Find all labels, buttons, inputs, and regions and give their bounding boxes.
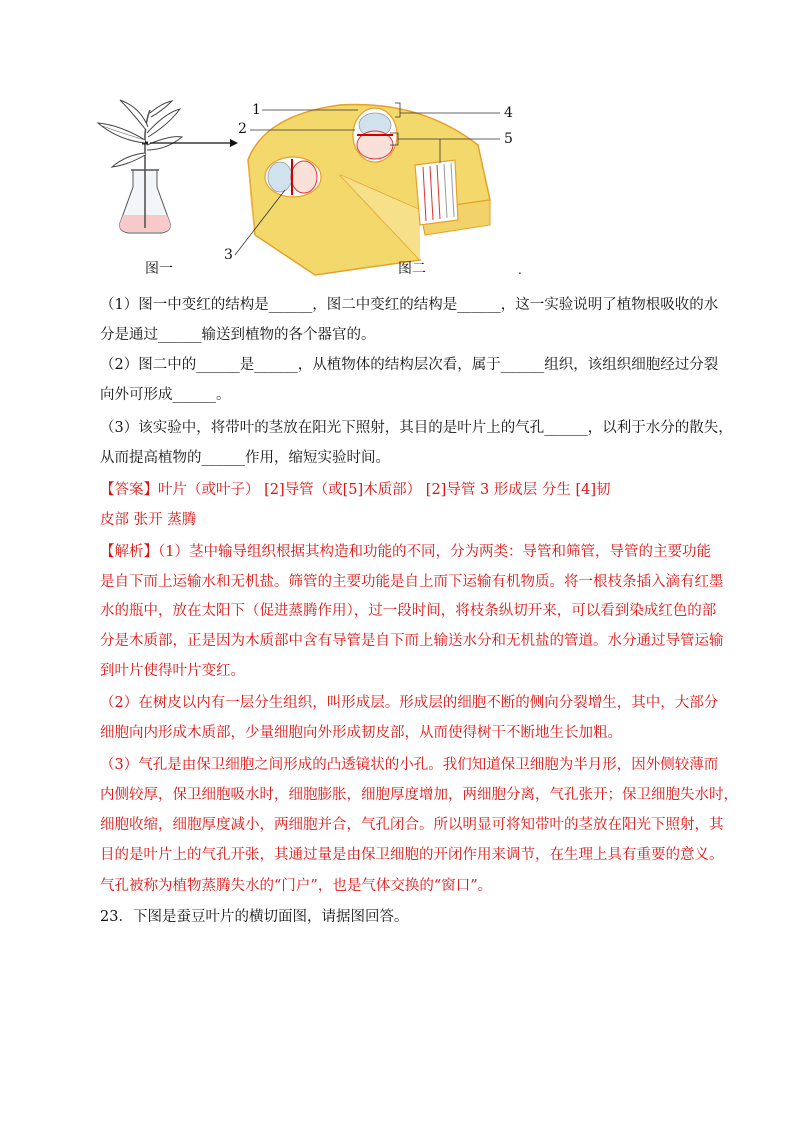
question-line: （1）图一中变红的结构是______，图二中变红的结构是______，这一实验说明了植物根吸收的水: [100, 297, 719, 313]
analysis-line: 内侧较厚，保卫细胞吸水时，细胞膨胀，细胞厚度增加，两细胞分离，气孔张开；保卫细胞失水时，: [100, 787, 738, 803]
callout-5: 5: [504, 131, 513, 147]
analysis-line: 气孔被称为植物蒸腾失水的“门户”，也是气体交换的“窗口”。: [100, 878, 493, 894]
stem-cross-section-illustration: [235, 103, 500, 275]
plant-stem-diagram: [90, 95, 540, 280]
callout-2: 2: [238, 121, 247, 137]
analysis-line: 是自下而上运输水和无机盐。筛管的主要功能是自上而下运输有机物质。将一根枝条插入滴有红墨: [100, 574, 724, 590]
analysis-line: 【解析】（1）茎中输导组织根据其构造和功能的不同，分为两类：导管和筛管，导管的主要功能: [100, 544, 711, 560]
stray-mark: .: [518, 263, 522, 277]
analysis-line: （2）在树皮以内有一层分生组织，叫形成层。形成层的细胞不断的侧向分裂增生，其中，大部分: [100, 695, 719, 711]
figure-2-label: 图二: [398, 261, 426, 277]
plant-in-flask-illustration: [98, 100, 238, 233]
callout-1: 1: [252, 102, 261, 118]
figure-region: [90, 95, 540, 280]
analysis-line: 水的瓶中，放在太阳下（促进蒸腾作用），过一段时间，将枝条纵切开来，可以看到染成红色的部: [100, 603, 717, 619]
next-question-line: 23．下图是蚕豆叶片的横切面图，请据图回答。: [100, 909, 409, 925]
question-line: 分是通过______输送到植物的各个器官的。: [100, 327, 376, 343]
analysis-line: 分是木质部，正是因为木质部中含有导管是自下而上输送水分和无机盐的管道。水分通过导管运输: [100, 633, 724, 649]
callout-4: 4: [504, 105, 513, 121]
question-line: 向外可形成______。: [100, 387, 231, 403]
analysis-line: （3）气孔是由保卫细胞之间形成的凸透镜状的小孔。我们知道保卫细胞为半月形，因外侧较薄而: [100, 757, 719, 773]
analysis-line: 细胞向内形成木质部，少量细胞向外形成韧皮部，从而使得树干不断地生长加粗。: [100, 725, 622, 741]
answer-line: 【答案】叶片（或叶子） [2]导管（或[5]木质部） [2]导管 3 形成层 分生 [4]韧: [100, 482, 611, 498]
question-line: （2）图二中的______是______，从植物体的结构层次看，属于______组织，该组织细胞经过分裂: [100, 357, 719, 373]
analysis-line: 目的是叶片上的气孔开张，其通过量是由保卫细胞的开闭作用来调节，在生理上具有重要的意义。: [100, 847, 724, 863]
question-line: （3）该实验中，将带叶的茎放在阳光下照射，其目的是叶片上的气孔______，以利于水分的散失，: [100, 420, 733, 436]
answer-line: 皮部 张开 蒸腾: [100, 512, 197, 528]
callout-3: 3: [224, 247, 233, 263]
figure-1-label: 图一: [145, 261, 173, 277]
analysis-line: 到叶片使得叶片变红。: [100, 663, 245, 679]
question-line: 从而提高植物的______作用，缩短实验时间。: [100, 450, 390, 466]
analysis-line: 细胞收缩，细胞厚度减小，两细胞并合，气孔闭合。所以明显可将知带叶的茎放在阳光下照射，其: [100, 817, 724, 833]
